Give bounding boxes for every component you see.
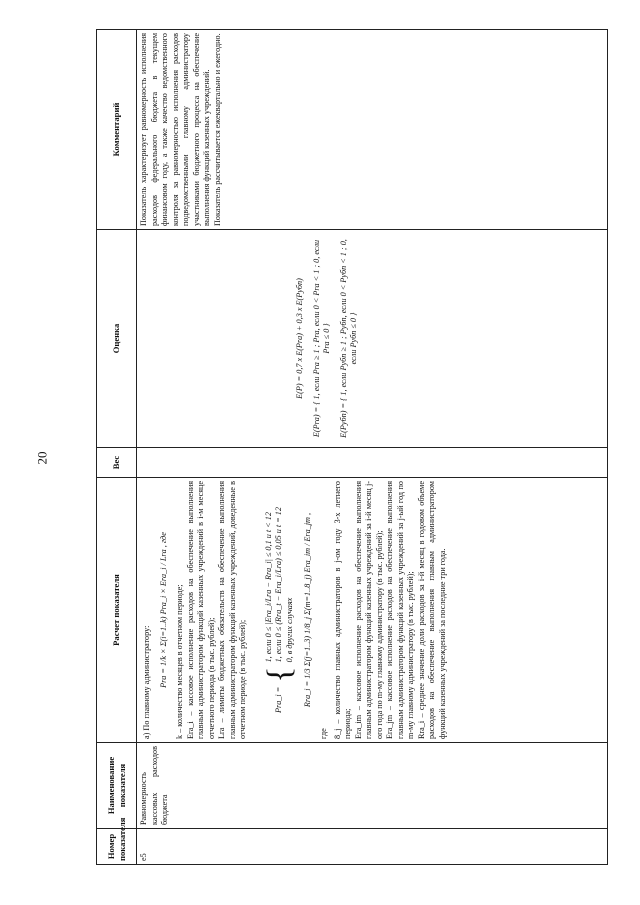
- calc-def: k – количество месяцев в отчетном периоде;: [175, 584, 184, 739]
- calc-def: Era_jm – кассовое исполнение расходов на обеспечение выполнения главным администратором функций казенных учреждений за j-ый год по m-му главному администратору (в тыс. рублей);: [385, 481, 415, 739]
- calc-def: Era_im – кассовое исполнение расходов на обеспечение выполнения главным администратором функций казенных учреждений за i-й месяц j-ого года по m-му главному администратору (в тыс. рублей);: [353, 481, 384, 739]
- calc-intro: а) По главному администратору:: [142, 625, 151, 739]
- calc-where: где: [319, 728, 328, 739]
- formula-pra: Pra = 1/k × Σ(i=1..k) Pra_i × Era_i / Lra , где: [158, 532, 168, 688]
- cell-calc: [137, 478, 608, 743]
- formula-prai-lhs: Pra_i =: [274, 686, 284, 713]
- table-header-row: [97, 30, 137, 865]
- cell-comment: [137, 30, 608, 230]
- calc-def: Era_i – кассовое исполнение расходов на обеспечение выполнения главным администратором функций казенных учреждений в i-м месяце отчетного периода (в тыс. рублей);: [185, 481, 216, 739]
- calc-def: Rra_i – среднее значение доли расходов за i-й месяц в годовом объеме расходов на обеспечение выполнения главным администратором функций казенных учреждений за последние три года.: [416, 481, 447, 739]
- header-calc: Расчет показателя: [97, 478, 137, 743]
- rotated-table-sheet: [96, 30, 608, 865]
- indicator-table: [96, 29, 608, 865]
- prai-case: 1, если 0 ≤ |Era_i/Lra − Rra_i| ≤ 0,1 и t < 12: [263, 512, 273, 663]
- calc-defs-1: [175, 481, 249, 739]
- calc-def: Lra – лимиты бюджетных обязательств на обеспечение выполнения главным администратором функций казенных учреждений, доведенные в отчетном периоде (в тыс. рублей);: [217, 481, 247, 739]
- calc-def: 8_j – количество главных администраторов в j-ом году 3-х летнего периода;: [332, 481, 352, 739]
- comment-text: Показатель характеризует равномерность исполнения расходов федерального бюджета в текущем финансовом году, а также качество ведомственного контроля за равномерностью исполнения расходов подведомственными главному администратору участниками бюджетного процесса на обеспечение выполнения функций казенных учреждений.: [139, 33, 211, 226]
- header-comment: Комментарий: [97, 30, 137, 230]
- formula-prai: [260, 481, 298, 739]
- table-row: [137, 30, 608, 865]
- cell-name: Равномерность кассовых расходов бюджета: [137, 743, 608, 829]
- calc-defs-2: [333, 481, 449, 739]
- cell-eval: [137, 230, 608, 448]
- eval-line: E(P) = 0,7 x E(Pra) + 0,3 x E(Pубп): [295, 278, 304, 399]
- prai-case: 1, если 0 ≤ (Rra_t − Era_i/Lra) ≤ 0,05 и t = 12: [274, 507, 284, 663]
- formula-rrai: Rra_i = 1/3 Σ(j=1..3) 1/8_j Σ(m=1..8_j) Era_im / Era_jm ,: [302, 512, 312, 708]
- brace-icon: {: [260, 666, 298, 683]
- eval-line: E(Pубп) = { 1, если Pубп ≥ 1 ; Pубп, если 0 < Pубп < 1 ; 0, если Pубп ≤ 0 }: [338, 239, 358, 438]
- header-name: Наименование показателя: [97, 743, 137, 829]
- header-eval: Оценка: [97, 230, 137, 448]
- cell-weight: [137, 448, 608, 478]
- page-number: 20: [34, 451, 50, 465]
- header-num: Номер показателя: [97, 829, 137, 865]
- eval-line: E(Pra) = { 1, если Pra ≥ 1 ; Pra, если 0 < Pra < 1 ; 0, если Pra ≤ 0 }: [311, 239, 331, 438]
- cell-num: e5: [137, 829, 608, 865]
- comment-text-2: Показатель рассчитывается ежеквартально и ежегодно.: [212, 33, 222, 226]
- header-weight: Вес: [97, 448, 137, 478]
- prai-case: 0, в других случаях: [284, 597, 294, 663]
